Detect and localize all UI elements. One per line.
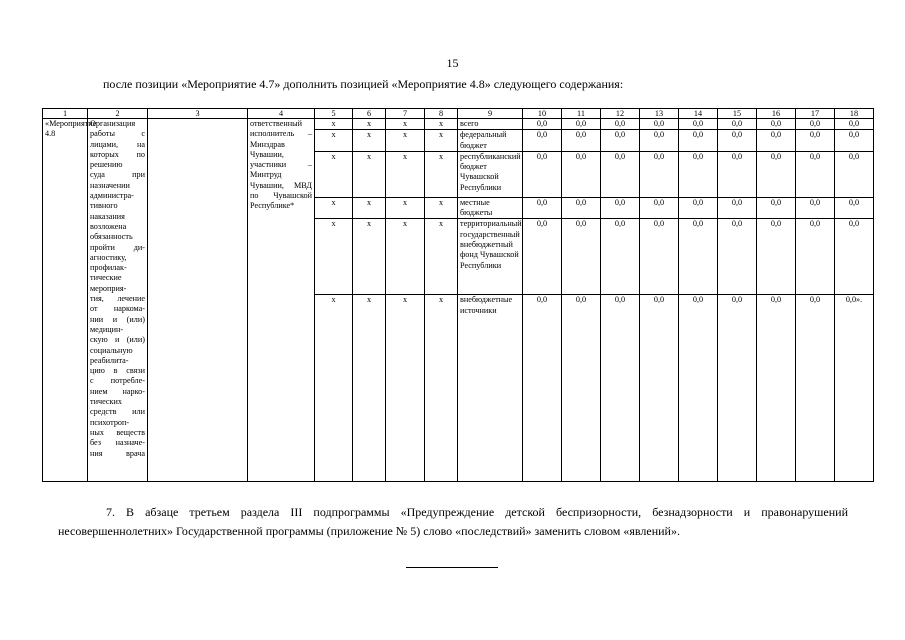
header-cell: 14 [679, 109, 718, 119]
measure-line: решению [90, 160, 123, 170]
value-cell: 0,0 [796, 197, 835, 219]
measure-line: администра- [90, 191, 134, 201]
value-cell: 0,0 [757, 295, 796, 482]
amendment-paragraph: 7. В абзаце третьем раздела III подпрограммы «Предупреждение детской беспризорности, безнадзорности и правонарушений несовершеннолетних» Государственной программы (приложение № 5) слово «последствий» заменить словом «явлений». [58, 505, 848, 538]
mark-cell: х [315, 219, 353, 295]
page-number: 15 [446, 56, 459, 70]
value-cell: 0,0 [679, 197, 718, 219]
value-cell: 0,0 [757, 130, 796, 152]
value-cell: 0,0 [523, 219, 562, 295]
value-cell: 0,0 [562, 130, 601, 152]
value-cell: 0,0 [523, 197, 562, 219]
value-cell: 0,0 [601, 219, 640, 295]
mark-cell: х [353, 295, 386, 482]
measure-line: мероприя- [90, 283, 127, 293]
header-cell: 15 [718, 109, 757, 119]
measure-line: средств или [90, 407, 145, 417]
mark-cell: х [386, 197, 425, 219]
header-cell: 17 [796, 109, 835, 119]
header-cell: 7 [386, 109, 425, 119]
measure-line: социальную [90, 345, 133, 355]
program-table [42, 108, 874, 482]
measure-line: ных веществ [90, 427, 145, 437]
value-cell: 0,0 [679, 151, 718, 197]
value-cell: 0,0 [640, 130, 679, 152]
value-cell: 0,0». [835, 295, 874, 482]
mark-cell: х [353, 197, 386, 219]
measure-line: работы с [90, 129, 145, 139]
value-cell: 0,0 [835, 119, 874, 130]
value-cell: 0,0 [718, 197, 757, 219]
value-cell: 0,0 [835, 151, 874, 197]
value-cell: 0,0 [640, 119, 679, 130]
mark-cell: х [353, 219, 386, 295]
measure-line: лицами, на [90, 139, 145, 149]
value-cell: 0,0 [562, 295, 601, 482]
measure-line: обязанность [90, 232, 133, 242]
value-cell: 0,0 [796, 219, 835, 295]
value-cell: 0,0 [523, 130, 562, 152]
value-cell: 0,0 [640, 197, 679, 219]
value-cell: 0,0 [562, 151, 601, 197]
header-cell: 1 [43, 109, 88, 119]
header-cell: 6 [353, 109, 386, 119]
measure-line: от наркома- [90, 304, 145, 314]
mark-cell: х [315, 151, 353, 197]
separator-line [406, 567, 498, 568]
value-cell: 0,0 [562, 219, 601, 295]
header-cell: 13 [640, 109, 679, 119]
mark-cell: х [425, 295, 458, 482]
measure-line: пройти ди- [90, 242, 145, 252]
value-cell: 0,0 [679, 219, 718, 295]
mark-cell: х [386, 219, 425, 295]
funding-source-cell: республиканский бюджет Чувашской Республики [458, 151, 523, 197]
funding-source-cell: внебюджетные источники [458, 295, 523, 482]
mark-cell: х [425, 119, 458, 130]
value-cell: 0,0 [640, 219, 679, 295]
value-cell: 0,0 [835, 197, 874, 219]
mark-cell: х [386, 151, 425, 197]
value-cell: 0,0 [796, 130, 835, 152]
mark-cell: х [315, 197, 353, 219]
value-cell: 0,0 [796, 151, 835, 197]
measure-line: тия, лечение [90, 294, 145, 304]
value-cell: 0,0 [796, 119, 835, 130]
intro-paragraph: после позиции «Мероприятие 4.7» дополнить позицией «Мероприятие 4.8» следующего содержания: [103, 77, 624, 91]
measure-line: с потребле- [90, 376, 145, 386]
measure-line: суда при [90, 170, 145, 180]
header-cell: 3 [148, 109, 248, 119]
measure-line: нием нарко- [90, 386, 145, 396]
executor-cell: ответственный исполнитель – Минздрав Чувашии, участники – Минтруд Чувашии, МВД по Чувашской Республике* [248, 119, 315, 482]
mark-cell: х [315, 119, 353, 130]
header-cell: 5 [315, 109, 353, 119]
measure-line: скую и (или) [90, 335, 145, 345]
value-cell: 0,0 [718, 219, 757, 295]
value-cell: 0,0 [640, 295, 679, 482]
header-cell: 9 [458, 109, 523, 119]
mark-cell: х [386, 119, 425, 130]
value-cell: 0,0 [835, 219, 874, 295]
value-cell: 0,0 [757, 119, 796, 130]
value-cell: 0,0 [640, 151, 679, 197]
header-cell: 8 [425, 109, 458, 119]
measure-line: ния врача [90, 448, 145, 458]
value-cell: 0,0 [523, 119, 562, 130]
mark-cell: х [353, 130, 386, 152]
value-cell: 0,0 [562, 197, 601, 219]
measure-line: реабилита- [90, 355, 129, 365]
funding-source-cell: федеральный бюджет [458, 130, 523, 152]
value-cell: 0,0 [523, 295, 562, 482]
value-cell: 0,0 [523, 151, 562, 197]
measure-line: возложена [90, 221, 127, 231]
funding-source-cell: территориальный государственный внебюджетный фонд Чувашской Республики [458, 219, 523, 295]
measure-line: медицин- [90, 324, 124, 334]
value-cell: 0,0 [757, 197, 796, 219]
empty-cell [148, 119, 248, 482]
header-cell: 12 [601, 109, 640, 119]
mark-cell: х [315, 130, 353, 152]
measure-line: без назначе- [90, 438, 145, 448]
measure-line: агностику, [90, 252, 127, 262]
header-cell: 18 [835, 109, 874, 119]
header-cell: 4 [248, 109, 315, 119]
value-cell: 0,0 [757, 219, 796, 295]
value-cell: 0,0 [718, 295, 757, 482]
value-cell: 0,0 [601, 119, 640, 130]
funding-source-cell: местные бюджеты [458, 197, 523, 219]
measure-line: нии и (или) [90, 314, 145, 324]
measure-line: профилак- [90, 263, 127, 273]
measure-line: психотроп- [90, 417, 130, 427]
mark-cell: х [425, 130, 458, 152]
measure-line: тивного [90, 201, 118, 211]
value-cell: 0,0 [796, 295, 835, 482]
header-cell: 10 [523, 109, 562, 119]
mark-cell: х [386, 130, 425, 152]
measure-line: тических [90, 397, 123, 407]
value-cell: 0,0 [601, 295, 640, 482]
value-cell: 0,0 [718, 130, 757, 152]
funding-source-cell: всего [458, 119, 523, 130]
measure-cell [88, 119, 148, 482]
value-cell: 0,0 [601, 151, 640, 197]
mark-cell: х [386, 295, 425, 482]
table-row [43, 119, 874, 130]
header-cell: 11 [562, 109, 601, 119]
value-cell: 0,0 [679, 295, 718, 482]
header-row [43, 109, 874, 119]
value-cell: 0,0 [718, 151, 757, 197]
header-cell: 2 [88, 109, 148, 119]
header-cell: 16 [757, 109, 796, 119]
mark-cell: х [353, 151, 386, 197]
mark-cell: х [425, 151, 458, 197]
value-cell: 0,0 [679, 130, 718, 152]
mark-cell: х [425, 197, 458, 219]
measure-line: Организация [90, 119, 136, 128]
value-cell: 0,0 [679, 119, 718, 130]
value-cell: 0,0 [757, 151, 796, 197]
value-cell: 0,0 [601, 130, 640, 152]
mark-cell: х [353, 119, 386, 130]
mark-cell: х [315, 295, 353, 482]
value-cell: 0,0 [718, 119, 757, 130]
measure-line: наказания [90, 211, 125, 221]
measure-line: тические [90, 273, 122, 283]
measure-line: которых по [90, 149, 145, 159]
measure-line: назначении [90, 180, 130, 190]
value-cell: 0,0 [562, 119, 601, 130]
value-cell: 0,0 [601, 197, 640, 219]
mark-cell: х [425, 219, 458, 295]
value-cell: 0,0 [835, 130, 874, 152]
measure-line: цию в связи [90, 366, 145, 376]
event-label-cell: «Мероприятие 4.8 [43, 119, 88, 482]
